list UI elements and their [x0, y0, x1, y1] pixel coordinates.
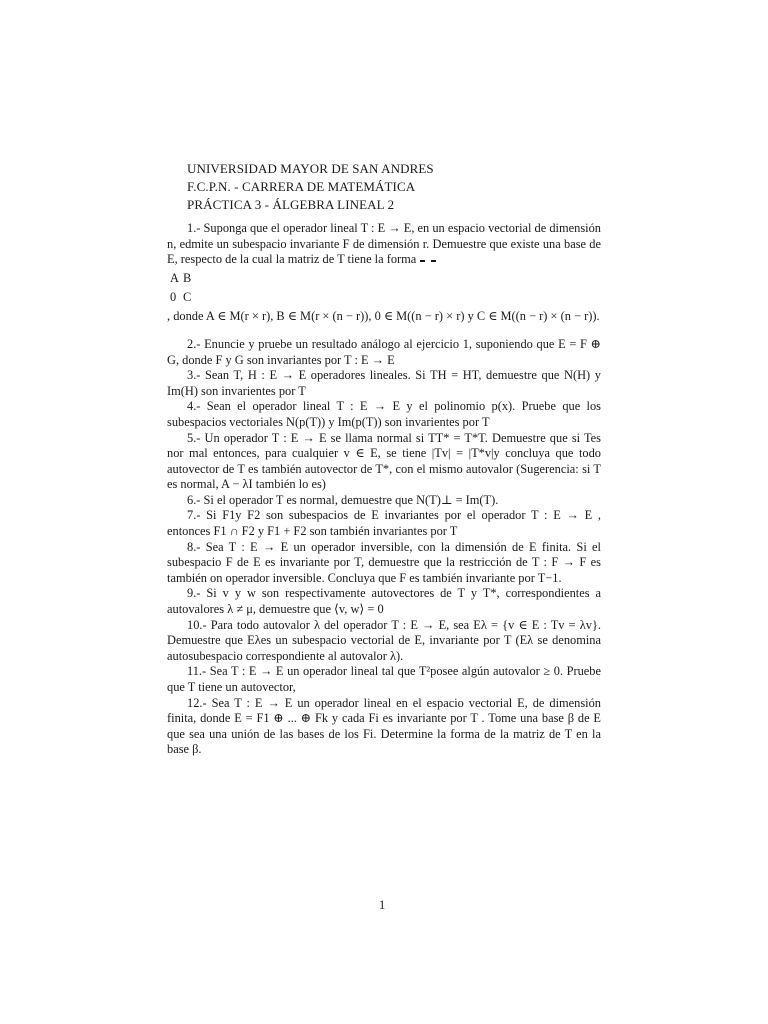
- exercise-1: [167, 221, 601, 268]
- matrix-entry: C: [182, 290, 192, 305]
- university-name: UNIVERSIDAD MAYOR DE SAN ANDRES: [187, 161, 434, 176]
- exercise-text: Para todo autovalor λ del operador T : E → E, sea Eλ = {v ∈ E : Tv = λv}. Demuestre que Eλes un subespacio vectorial de E, invariante por T (Eλ se denomina autosubespacio correspondiente al autovalor λ).: [167, 617, 601, 663]
- exercise-text: Un operador T : E → E se llama normal si TT* = T*T. Demuestre que si Tes nor mal entonces, para cualquier v ∈ E, se tiene |Tv| = |T*v|y concluya que todo autovector de T es también autovector de T*, con el mismo autovalor (Sugerencia: si T es normal, A − λI también lo es): [167, 430, 601, 492]
- exercise-number: 11.-: [187, 664, 207, 679]
- exercise-5: [167, 431, 601, 493]
- exercise-11: [167, 664, 601, 695]
- exercise-number: 1.-: [187, 221, 201, 235]
- exercise-number: 5.-: [187, 430, 201, 445]
- exercise-text: Si v y w son respectivamente autovectores de T y T*, correspondientes a autovalores λ ≠ μ, demuestre que ⟨v, w⟩ = 0: [167, 586, 601, 617]
- exercise-text: Sea T : E → E un operador lineal en el espacio vectorial E, de dimensión finita, donde E = F1 ⊕ ... ⊕ Fk y cada Fi es invariante por T . Tome una base β de E que sea una unión de las bases de los Fi. Determine la forma de la matriz de T en la base β.: [167, 695, 601, 757]
- exercise-number: 4.-: [187, 399, 201, 414]
- exercise-text: , donde A ∈ M(r × r), B ∈ M(r × (n − r)), 0 ∈ M((n − r) × r) y C ∈ M((n − r) × (n − r)).: [167, 308, 600, 323]
- exercise-number: 7.-: [187, 508, 201, 523]
- exercise-text: Suponga que el operador lineal T : E → E, en un espacio vectorial de dimensión n, edmite un subespacio invariante F de dimensión r. Demuestre que existe una base de E, respecto de la cual la matriz de T tiene la forma: [167, 221, 601, 267]
- exercise-text: Sean T, H : E → E operadores lineales. Si TH = HT, demuestre que N(H) y Im(H) son invarientes por T: [167, 368, 601, 398]
- practice-title: PRÁCTICA 3 - ÁLGEBRA LINEAL 2: [187, 197, 395, 212]
- matrix-entry: A: [170, 270, 179, 285]
- document-header: [187, 160, 434, 214]
- exercise-7: [167, 508, 601, 539]
- exercise-text: Sea T : E → E un operador inversible, con la dimensión de E finita. Si el subespacio F de E es invariante por T, demuestre que la restricción de T : F → F es también on operador inversible. Concluya que F es también invariante por T−1.: [167, 539, 601, 585]
- exercise-12: [167, 696, 601, 758]
- exercise-number: 9.-: [187, 586, 201, 601]
- exercise-number: 3.-: [187, 368, 201, 383]
- exercise-text: Sea T : E → E un operador lineal tal que T²posee algún autovalor ≥ 0. Pruebe que T tiene un autovector,: [167, 664, 601, 695]
- page-number: 1: [379, 898, 386, 912]
- matrix-entry: B: [182, 270, 192, 285]
- exercise-2: [167, 337, 601, 368]
- exercise-10: [167, 618, 601, 665]
- exercise-number: 6.-: [187, 492, 201, 507]
- exercise-6: [167, 493, 601, 509]
- exercise-number: 10.-: [187, 617, 207, 632]
- exercise-number: 2.-: [187, 336, 201, 351]
- exercise-text: Sean el operador lineal T : E → E y el polinomio p(x). Pruebe que los subespacios vectoriales N(p(T)) y Im(p(T)) son invarientes por T: [167, 399, 601, 429]
- exercise-3: [167, 368, 601, 399]
- exercise-number: 8.-: [187, 539, 201, 554]
- exercise-8: [167, 540, 601, 587]
- exercise-9: [167, 586, 601, 617]
- matrix-entry: 0: [170, 290, 177, 305]
- exercise-list: [167, 221, 601, 758]
- exercise-number: 12.-: [187, 695, 207, 710]
- exercise-text: Si F1y F2 son subespacios de E invariantes por el operador T : E → E , entonces F1 ∩ F2 y F1 + F2 son también invariantes por T: [167, 508, 601, 539]
- exercise-4: [167, 399, 601, 430]
- faculty-program: F.C.P.N. - CARRERA DE MATEMÁTICA: [187, 179, 416, 194]
- exercise-text: Si el operador T es normal, demuestre que N(T)⊥ = Im(T).: [203, 492, 499, 507]
- exercise-text: Enuncie y pruebe un resultado análogo al ejercicio 1, suponiendo que E = F ⊕ G, donde F y G son invariantes por T : E → E: [167, 336, 601, 367]
